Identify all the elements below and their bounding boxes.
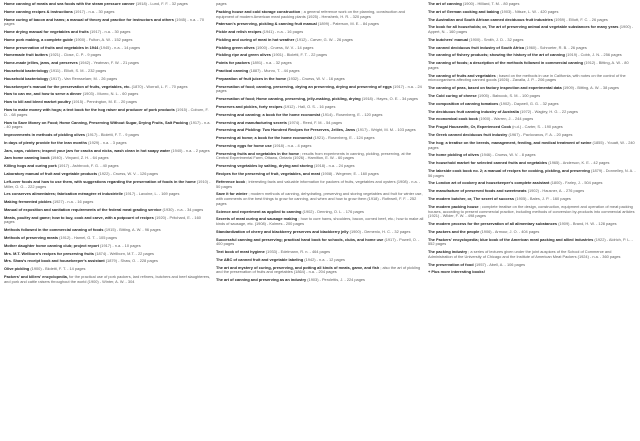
book-meta: (1959) - Elliott, F. C. - 26 pages [553, 16, 608, 22]
book-title: The Greek canned deciduous fruit industry [428, 132, 508, 138]
book-meta: (1900) - Bioletti, F. T. - 14 pages [30, 266, 86, 272]
book-entry [216, 105, 424, 110]
book-entry [428, 169, 636, 178]
book-title: Mrs. M.T. Wellborn's recipes for preserving fruits [4, 250, 94, 256]
book-meta: (1908) - Wegener, E. - 160 pages [321, 171, 379, 177]
book-title: Pickling ripe and green olives [216, 52, 271, 58]
book-entry [4, 100, 212, 105]
book-meta: (1902) - Denning, O. L. - 176 pages [302, 208, 364, 214]
book-meta: (1918) - n.a. - 24 pages [313, 163, 355, 169]
book-title: Pickling and curing of meat in hot weather [216, 36, 295, 42]
book-title: Jam home canning book [4, 155, 50, 161]
book-title: Preserving and canning; a book for the home economist [216, 111, 321, 117]
book-title: Household bacteriology [4, 68, 49, 74]
book-entry [216, 10, 424, 19]
book-title: Methods of preserving meats [4, 235, 59, 241]
book-title: Successful canning and preserving; practical hand book for schools, clubs, and home use [216, 236, 384, 242]
book-meta: ; modern methods of canning, dehydrating, preserving and storing vegetables and fruit for winter use, with comments on the best things to grow for canning, and when and how to grow them (1918) - Rothwell, F. F. - 252 pages [216, 191, 423, 206]
book-meta: (1900) - Demenio, H. C. - 32 pages [349, 228, 411, 234]
book-title: The art of canning and preserving as an industry [216, 277, 307, 283]
book-entry [4, 164, 212, 169]
book-meta: (1906) - Armour, J. O. - 404 pages [480, 228, 540, 234]
book-meta: (1932) - Cruess, W. V. - 16 pages [287, 75, 345, 81]
book-title: The home pickling of olives [428, 152, 480, 158]
book-entry [4, 141, 212, 146]
book-title: The deciduous fruit canning industry of Australia [428, 108, 519, 114]
book-entry [428, 133, 636, 138]
book-entry [216, 164, 424, 169]
book-title: The canning of peas, based on factory inspection and experimental data [428, 85, 562, 91]
book-entry [4, 108, 212, 117]
book-title: In days of plenty provide for the lean months [4, 139, 88, 145]
book-title: The economical cook book [428, 116, 478, 122]
book-meta: (1917) - Powell, O. - 400 pages [216, 236, 420, 247]
book-meta: (1965) - Anderson, K. E. - 42 pages [548, 160, 610, 166]
book-title: Home canning recipes & instructions [4, 8, 73, 14]
book-entry [428, 125, 636, 130]
book-title: Meats, poultry and game; how to buy, cook and carve, with a potpourri of recipes [4, 214, 154, 220]
book-entry [428, 230, 636, 235]
book-meta: (1960) - Schroeter, R. B. - 26 pages [525, 44, 587, 50]
book-entry [4, 85, 212, 90]
book-meta: (1900) - Hilliard, T. M. - 80 pages [462, 2, 520, 6]
book-meta: (1922) - Cruess, W. V. - 126 pages [98, 171, 159, 177]
book-meta: (1915) - Pennington, M. E. - 20 pages [71, 99, 138, 105]
book-entry [4, 2, 212, 7]
book-entry [4, 200, 212, 205]
book-title: The art and mystery of curing, preserving, and potting all kinds of meats, game, and fish [216, 264, 380, 270]
book-entry [4, 208, 212, 213]
book-entry [216, 144, 424, 149]
book-meta: (1910) - Miller, O. G. - 222 pages [4, 178, 211, 189]
book-entry [216, 61, 424, 66]
book-entry [4, 267, 212, 272]
book-title: Improvements in methods of pickling olives [4, 132, 86, 138]
book-title: Preserving vegetables by salting, drying and storing [216, 163, 313, 169]
book-entry [428, 181, 636, 186]
book-entry [428, 110, 636, 115]
book-entry [4, 77, 212, 82]
book-title: How to kill and bleed market poultry [4, 99, 71, 105]
book-meta: (1915) - Bitting, A. W. - 96 pages [104, 227, 161, 233]
book-title: Jars, caps, rubbers; inspect your jars for cracks and nicks, wash clean in hot soapy water [4, 147, 171, 153]
book-title: Home pork making, a complete guide [4, 36, 73, 42]
book-entry [216, 266, 424, 275]
book-title: Recipes for the preserving of fruit, vegetables, and meat [216, 171, 320, 177]
book-entry [428, 53, 636, 58]
book-meta: (1921) - Close, C. P. - 9 pages [48, 52, 102, 58]
book-meta: (1855) - Youatt, W. - 240 pages [428, 139, 635, 150]
book-meta: ; interesting facts and valuable information for packers of fruits, vegetables and oysters (1908) - n.a. - 50 pages [216, 178, 421, 189]
book-entry [216, 278, 424, 283]
book-entry [4, 92, 212, 97]
book-meta: (1942) - n.a. - 12 pages [304, 256, 345, 262]
book-entry [4, 46, 212, 51]
book-meta: (1912) - Hamel, G. T. - 105 pages [59, 235, 118, 241]
book-title: Preserving fruits and vegetables in the home [216, 150, 300, 156]
book-title: Laboratory manual of fruit and vegetable products [4, 171, 98, 177]
book-entry [428, 197, 636, 202]
column-middle [216, 2, 424, 441]
book-entry [4, 236, 212, 241]
book-meta: (1905) - Bates, J. P. - 160 pages [515, 196, 571, 202]
book-entry [4, 69, 212, 74]
book-entry [428, 117, 636, 122]
book-title: Les conserves alimentaires; fabrication ménagère et industrielle [4, 191, 123, 197]
book-entry [4, 180, 212, 189]
book-entry [4, 216, 212, 225]
book-title: Packers' and killers' encyclopedia, [4, 274, 68, 280]
book-meta: (1914) - Rosenberg, E. - 120 pages [321, 111, 383, 117]
book-title: How to Save Money on Food; Home Canning, Preserving Without Sugar, Drying Fruits, Salt Packing [4, 119, 189, 125]
book-entry [4, 10, 212, 15]
book-title: Practical canning [216, 68, 249, 74]
book-meta: (1900) - Fulton, A. W. - 152 pages [74, 36, 133, 42]
book-meta: (1911) - Elliott, S. M. - 232 pages [49, 68, 107, 74]
book-entry [4, 192, 212, 197]
book-entry [428, 18, 636, 23]
book-entry [428, 74, 636, 83]
book-entry [428, 94, 636, 99]
book-meta: (1945) - n.a. - 14 pages [99, 44, 141, 50]
book-meta: for the practical use of pork packers, lard refiners, butchers and beef slaughterers, and pork and cattle raisers throughout the world (1900) - Winter, A. W. - 304 [4, 274, 211, 284]
book-title: The packers and the people [428, 228, 480, 234]
book-meta: (1929) - n.a. - 3 pages [88, 139, 127, 145]
book-meta: (1874) - Wellborn, M.T. - 22 pages [95, 250, 154, 256]
book-entry [216, 121, 424, 126]
book-meta: pages [216, 2, 227, 6]
book-title: Reference book [216, 178, 246, 184]
book-meta: (n.d.) - Carter, S. - 190 pages [512, 124, 563, 130]
book-meta: (1957) - Abell, A. - 106 pages [474, 261, 526, 267]
book-entry [4, 61, 212, 66]
book-title: Home drying manual for vegetables and fruits [4, 29, 89, 35]
book-title: The ABC of canned fruit and vegetable labeling [216, 256, 304, 262]
book-entry [4, 53, 212, 58]
book-title: Mrs. Shaw's receipt book and housekeeper's assistant [4, 258, 105, 264]
book-meta: ; also the art of pickling and the preservation of fruits and vegetables (1864) - n.a. - 204 pages [216, 264, 421, 275]
book-meta: (1917) - Bioletti, F. T. - 9 pages [86, 132, 140, 138]
book-meta: ; a general reference work on the planning, construction and equipment of modern American meat packing plants (1925) - Hensherk, H. R. - 320 pages [216, 8, 406, 19]
book-title: Preservation of food; canning, preserving, drying an preserving, drying and preserving of eggs [216, 83, 392, 89]
book-meta: (1912) - Hall, O. S. - 16 pages [283, 103, 336, 109]
book-entry [216, 192, 424, 206]
book-entry [216, 210, 424, 215]
book-title: Preserving and manufacturing secrets [216, 119, 287, 125]
book-title: Mother daughter home canning club; project report [4, 242, 99, 248]
book-title: Preserving eggs for home use [216, 142, 272, 148]
book-title: Science and experiment as applied to canning [216, 208, 302, 214]
book-title: The London art of cookery and housekeeper's complete assistant [428, 180, 550, 186]
book-entry [4, 30, 212, 35]
book-entry [4, 244, 212, 249]
book-meta: (1918) - n.a. - 4 pages [272, 142, 312, 148]
book-entry [428, 102, 636, 107]
book-title: Points for packers [216, 60, 250, 66]
book-entry [216, 217, 424, 226]
book-meta: (1900) - Cruess, W. V. - 14 pages [255, 44, 314, 50]
book-entry [428, 161, 636, 166]
book-meta: ; a series of lectures given under the joint auspices of the School of Commerce and Administration of the University of Chicago and the Institute of American Meat Packers (1924) - n.a. - 360 pages [428, 249, 621, 259]
book-meta: (1917) - n.a. - 24 pages [216, 83, 422, 94]
book-meta: (1917) - n.a. - 30 pages [89, 29, 131, 35]
book-title: The Australian and South African canned deciduous fruit industries [428, 16, 553, 22]
book-title: The Cold curing of cheese [428, 93, 477, 99]
book-entry [4, 18, 212, 27]
book-entry [428, 270, 636, 275]
book-title: The composition of canning tomatoes [428, 100, 499, 106]
book-title: Homemade fruit butters [4, 52, 48, 58]
book-meta: ; complete treatise on the design, construction, equipment and operation of meat packing houses, according to present commercial practice, including methods of conversion by-products into commercial articles (1921) - Wilder, F. W. - 498 pages [428, 203, 635, 219]
book-title: Pickling green olives [216, 44, 255, 50]
book-title: The preservation of food [428, 261, 474, 267]
book-meta: (1945) - n.a. - 70 pages [4, 16, 204, 27]
book-meta: ; based on the methods in use in California, with notes on the control of the microorganisms affecting canned goods (1926) - Zavalla, J. P. - 206 pages [428, 72, 626, 83]
book-meta: (1917) - Lavoine, L. - 169 pages [124, 191, 180, 197]
book-entry [428, 86, 636, 91]
book-meta: (1912) - Carver, G. W. - 26 pages [295, 36, 353, 42]
book-meta: (1942) - Yeatman, F. W. - 21 pages [78, 60, 139, 66]
book-meta: (1917) - Wright, M. M. - 103 pages [356, 127, 416, 133]
book-entry [4, 275, 212, 284]
book-entry [216, 2, 424, 7]
book-meta: (1900) - Appert, N. - 160 pages [428, 24, 634, 35]
book-meta: (1940) - Vinyard, Z. H. - 64 pages [50, 155, 109, 161]
book-title: Paterson's preserving, pickling & canning fruit manual [216, 21, 317, 27]
book-title: Preserving and Pickling: Two Hundred Recipes for Preserves, Jellies, Jams [216, 127, 356, 133]
book-entry [216, 46, 424, 51]
book-title: Preservation of food; Home canning, preserving, jelly-making, pickling, drying [216, 96, 361, 102]
book-meta: (1918) - Hayes, O. E. - 34 pages [361, 96, 418, 102]
book-meta: (1870) - Worrall, L. F. - 70 pages [131, 83, 188, 89]
book-entry [216, 113, 424, 118]
book-title: The hog; a treatise on the breeds, management, feeding, and medical treatment of swine [428, 139, 592, 145]
book-meta: ; how to cure hams, shoulders, bacon, corned beef, etc.; how to make all kinds of sausage, etc. (1908) - Kolmes - 200 pages [216, 216, 424, 227]
book-meta: ; results from experiments in canning, pickling, preserving, at the Central Experimental Farm, Ottawa, Ontario (1926) - Hamilton, E. W. - 60 pages [216, 150, 412, 161]
book-meta: (1887) - Munro, T. - 44 pages [249, 68, 300, 74]
book-entry [428, 222, 636, 227]
book-title: Preserving at home; a book for the home economist [216, 135, 313, 141]
book-meta: (1915) - Coburn, F. D. - 68 pages [4, 107, 209, 117]
book-entry [216, 128, 424, 133]
book-title: The manufacture of preserved foods and sweetmeats [428, 188, 527, 194]
book-title: Packing house and cold storage construction [216, 8, 301, 14]
book-title: The butchers' manual [428, 36, 469, 42]
book-meta: (1901) - Bioletti, F. T. - 22 pages [272, 52, 328, 58]
book-title: Methods followed in the commercial canning of foods [4, 227, 104, 233]
book-meta: (1930) - n.a. - 34 pages [162, 206, 204, 212]
book-title: The lakeside cook book no. 2; a manual of recipes for cooking, pickling, and preserving [428, 167, 590, 173]
book-meta: (1967) - Pavlovanos, F. A. - 20 pages [508, 132, 573, 138]
book-meta: (1902) - Hausner, A. - 276 pages [527, 188, 585, 194]
book-entry [216, 30, 424, 35]
book-entry [216, 53, 424, 58]
book-title: Manual of exposition and sanitation requirements of the federal meat grading service [4, 206, 162, 212]
book-entry [4, 252, 212, 257]
book-meta: (1902) - Daywell, G. G. - 32 pages [499, 100, 559, 106]
book-title: The household market for selected canned fruits and vegetables [428, 160, 548, 166]
book-meta: (1917) - n.a. - 30 pages [73, 8, 115, 14]
book-entry [4, 38, 212, 43]
book-entry [428, 153, 636, 158]
book-meta: (1903) - Perolettis, J. - 224 pages [307, 277, 365, 283]
book-entry [216, 230, 424, 235]
book-entry [216, 250, 424, 255]
book-entry [428, 10, 636, 15]
book-entry [428, 38, 636, 43]
book-title: The canned deciduous fruit industry of South Africa [428, 44, 525, 50]
book-meta: (1922) - Aldrich, P. L. - 552 pages [428, 236, 633, 247]
book-entry [428, 46, 636, 51]
book-title: Save it for winter [216, 191, 248, 197]
book-meta: (1909) - Bitting, A. W. - 38 pages [562, 85, 619, 91]
book-title: Pickle and relish recipes [216, 29, 262, 35]
book-meta: (1927) - n.a. - 16 pages [52, 199, 94, 205]
book-meta: (1905) - Babcock, S. M. - 100 pages [477, 93, 541, 99]
book-meta: (1919) - Cobb, J. N. - 256 pages [565, 52, 622, 58]
book-meta: (1891) - n.a. - 32 pages [251, 60, 292, 66]
book-title: The canning of fruits and vegetables [428, 72, 496, 78]
book-meta: (1800) - Farley, J. - 504 pages [550, 180, 603, 186]
book-title: Home curing of bacon and hams; a manual of theory and practice for instructors and others [4, 16, 174, 22]
book-entry [216, 22, 424, 27]
book-title: Making fermented pickles [4, 199, 52, 205]
book-meta: (1920) - Pritchard, E. - 160 pages [4, 214, 201, 225]
book-meta: (1918) - Lund, F. F. - 32 pages [135, 2, 188, 6]
book-title: Household bacteriology [4, 75, 49, 81]
book-title: How to can me, and how to serve a dinner [4, 91, 82, 97]
book-entry [4, 228, 212, 233]
book-title: The art of German cooking and baking [428, 8, 500, 14]
book-entry [428, 189, 636, 194]
book-title: Home-made jellies, jams, and preserves [4, 60, 78, 66]
book-title: Left-over foods and how to use them, with suggestions regarding the preservation of foods in the home [4, 178, 196, 184]
book-title: How to make money with hogs; a text book for the hog raiser and producer of pork products [4, 107, 175, 113]
book-meta: (1933) - Edelmann, R. n. - 464 pages [265, 249, 331, 255]
book-entry [428, 141, 636, 150]
book-entry [216, 180, 424, 189]
book-entry [4, 149, 212, 154]
book-meta: (1903) - Munro, N. L. - 60 pages [82, 91, 139, 97]
book-title: + Plus more interesting books! [428, 269, 485, 275]
book-meta: (1917) - Van Rensselaer, M. - 26 pages [49, 75, 118, 81]
book-entry [216, 152, 424, 161]
book-entry [4, 259, 212, 264]
book-entry [4, 121, 212, 130]
book-meta: (1879) - Shaw, O. - 228 pages [105, 258, 158, 264]
book-title: Preparation of fruit juices in the home [216, 75, 287, 81]
book-entry [216, 97, 424, 102]
book-meta: (1912) - Bitting, A. W. - 80 pages [428, 60, 629, 70]
book-title: Secrets of meat curing and sausage making [216, 216, 298, 222]
book-entry [428, 61, 636, 70]
book-meta: (1917) - n.a. - 10 pages [100, 242, 141, 248]
book-entry [216, 85, 424, 94]
book-meta: (1940) - n.a. - 2 pages [171, 147, 210, 153]
book-entry [216, 38, 424, 43]
book-title: The book for all households; or, The art of preserving animal and vegetable substances for many years [428, 24, 619, 30]
book-entry [428, 250, 636, 259]
book-entry [216, 77, 424, 82]
book-meta: (1903) - Nitsze, L. W. - 420 pages [500, 8, 559, 14]
book-entry [4, 172, 212, 177]
book-title: The Frugal Housewife, Or, Experienced Cook [428, 124, 512, 130]
book-meta: (1909) - Brand, H. W. - 128 pages [558, 221, 617, 227]
book-meta: (1879) - Donnelley, N. A. - 56 pages [428, 167, 636, 178]
book-entry [428, 25, 636, 34]
book-title: Killing hogs and curing pork [4, 163, 57, 169]
book-title: The modern packing house [428, 203, 479, 209]
book-title: Text book of meat hygiene [216, 249, 265, 255]
book-title: The canning of foods; a description of the methods followed in commercial canning [428, 60, 583, 66]
book-title: Home preservation of fruits and vegetables in 1944 [4, 44, 99, 50]
book-entry [428, 205, 636, 219]
column-right [428, 2, 636, 441]
book-title: The modern process for the preservation of all alimentary substances [428, 221, 558, 227]
book-meta: (1900) - Smith, J. D. - 32 pages [469, 36, 524, 42]
book-meta: (1917) - n.a. - 40 pages [4, 119, 211, 130]
book-title: The packing industry [428, 249, 468, 255]
book-entry [216, 136, 424, 141]
book-entry [428, 2, 636, 7]
book-meta: (1974) - Reed, F. M. - 54 pages [288, 119, 343, 125]
book-entry [4, 156, 212, 161]
book-entry [4, 133, 212, 138]
book-meta: (1899) - Paterson, M. E. - 84 pages [317, 21, 379, 27]
book-meta: (1972) - Wagley, H. G. - 22 pages [519, 108, 578, 114]
book-meta: (1900) - Warren, J. - 244 pages [479, 116, 534, 122]
book-meta: (1941) - n.a. - 16 pages [262, 29, 304, 35]
column-left [4, 2, 212, 441]
book-title: The art of canning [428, 2, 462, 6]
book-title: Standardization of cherry and blackberry preserves and blackberry jelly [216, 228, 349, 234]
book-title: The modern butcher, or, The secret of success [428, 196, 515, 202]
book-meta: (1921) - Rosenberg, E. - 124 pages [313, 135, 375, 141]
book-title: The canning of fishery products; showing the history of the art of canning [428, 52, 565, 58]
book-entry [216, 69, 424, 74]
book-meta: (1917) - Ashbrook, F. G. - 40 pages [57, 163, 119, 169]
book-meta: (1946) - Cruess, W. V. - 8 pages [480, 152, 536, 158]
book-title: Preserves and pickles, forty recipes [216, 103, 283, 109]
book-entry [428, 263, 636, 268]
book-title: Housekeeper's manual for the preservation of fruits, vegetables, etc. [4, 83, 131, 89]
book-entry [216, 258, 424, 263]
book-entry [216, 172, 424, 177]
book-entry [216, 238, 424, 247]
book-title: Home canning of meats and sea foods with the steam pressure canner [4, 2, 135, 6]
book-entry [428, 238, 636, 247]
book-title: Olive pickling [4, 266, 30, 272]
book-title: The Packers' encyclopedia; blue book of the American meat packing and allied industries [428, 236, 594, 242]
